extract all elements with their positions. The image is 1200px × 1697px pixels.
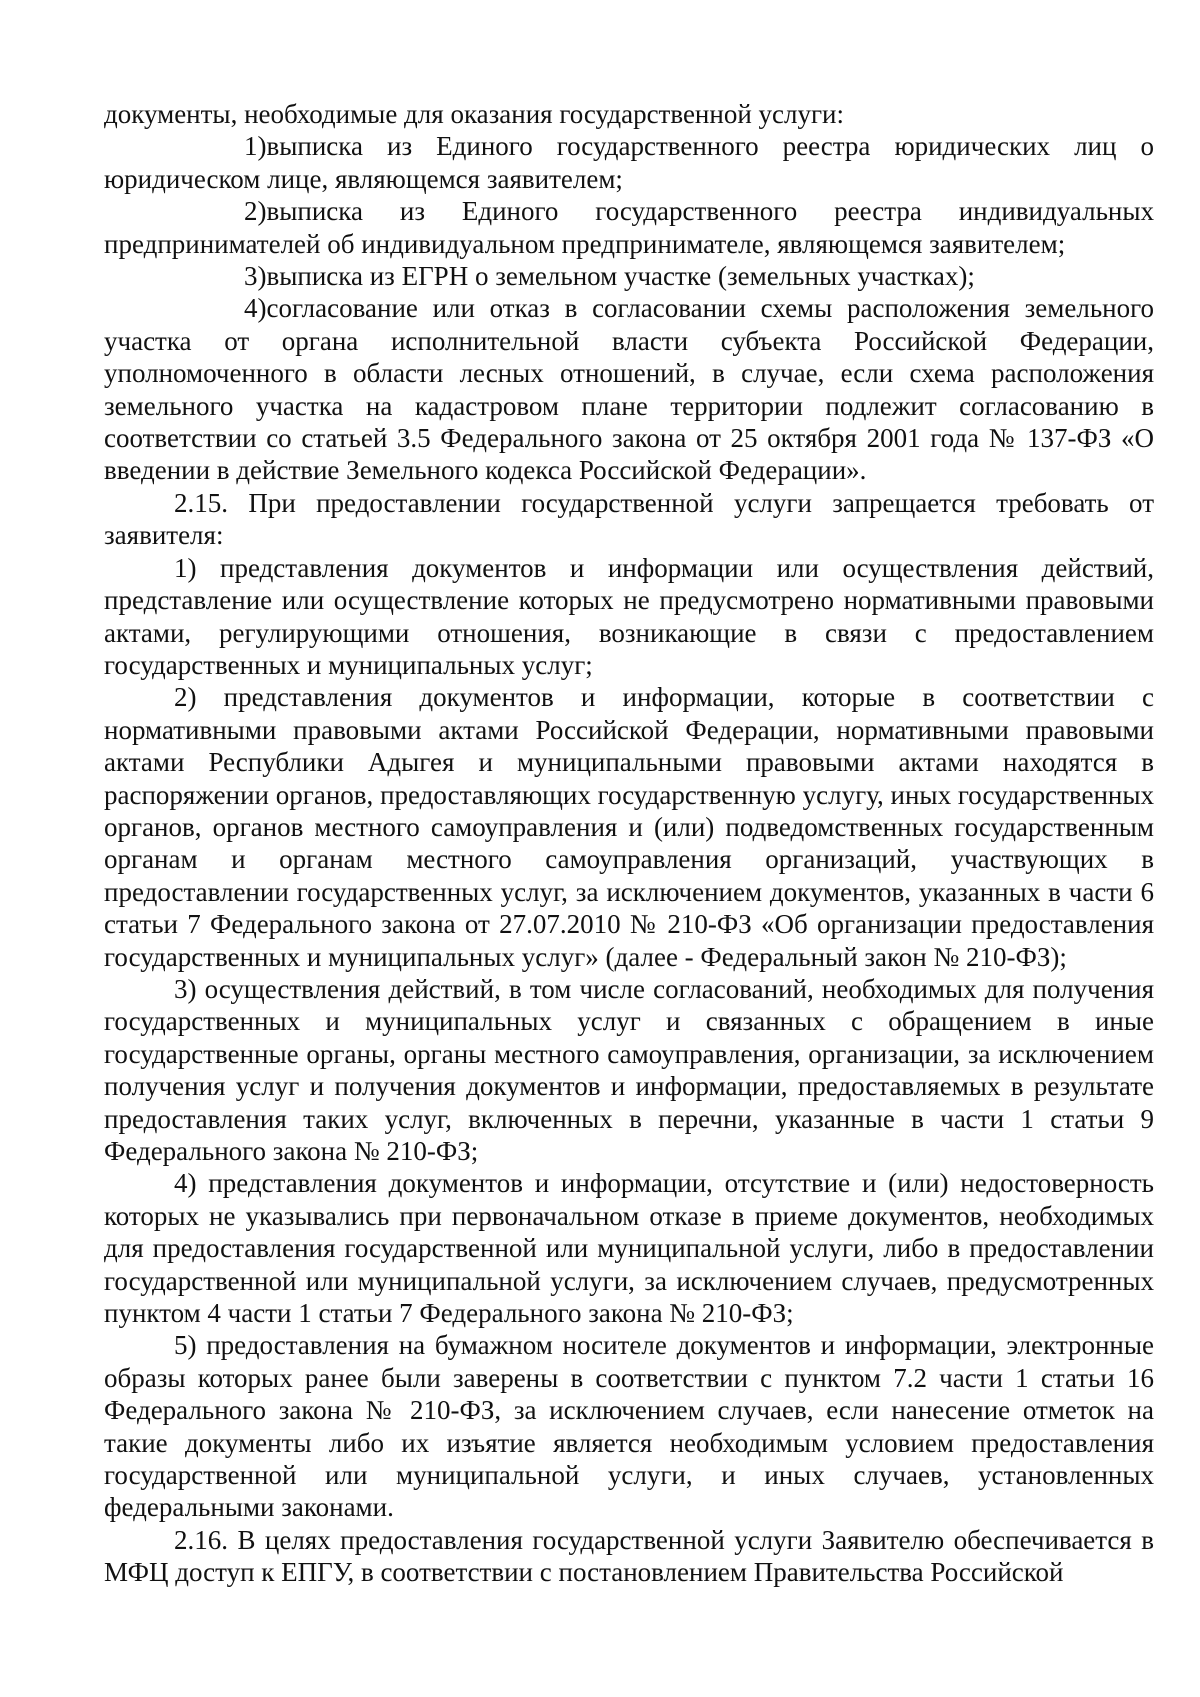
list-item-text: согласование или отказ в согласовании схемы расположения земельного участка от органа исполнительной власти субъекта Российской Федерации, уполномоченного в области лесных отношений, в случае, если схема расположения земельного участка на кадастровом плане территории подлежит согласованию в соответствии со статьей 3.5 Федерального закона от 25 октября 2001 года № 137-ФЗ «О введении в действие Земельного кодекса Российской Федерации». [104,293,1154,486]
list-item-text: выписка из ЕГРН о земельном участке (земельных участках); [266,261,975,292]
list-number: 1) [244,131,267,162]
paragraph-intro: документы, необходимые для оказания государственной услуги: [104,99,845,129]
paragraph-2-16: 2.16. В целях предоставления государственной услуги Заявителю обеспечивается в МФЦ доступ к ЕПГУ, в соответствии с постановлением Правительства Российской [104,1524,1154,1588]
list-number: 2) [244,196,267,227]
list-item-text: выписка из Единого государственного реестра юридических лиц о юридическом лице, являющемся заявителем; [104,131,1154,194]
paragraph-2-15-item-4: 4) представления документов и информации, отсутствие и (или) недостоверность которых не указывались при первоначальном отказе в приеме документов, необходимых для предоставления государственной или муниципальной услуги, либо в предоставлении государственной или муниципальной услуги, за исключением случаев, предусмотренных пунктом 4 части 1 статьи 7 Федерального закона № 210-ФЗ; [104,1168,1154,1329]
paragraph-2-15-item-1: 1) представления документов и информации или осуществления действий, представление или осуществление которых не предусмотрено нормативными правовыми актами, регулирующими отношения, возникающие в связи с предоставлением государственных и муниципальных услуг; [104,552,1154,680]
paragraph-2-15-item-3: 3) осуществления действий, в том числе согласований, необходимых для получения государственных и муниципальных услуг и связанных с обращением в иные государственные органы, органы местного самоуправления, организации, за исключением получения услуг и получения документов и информации, предоставляемых в результате предоставления таких услуг, включенных в перечни, указанные в части 1 статьи 9 Федерального закона № 210-ФЗ; [104,973,1154,1166]
list-number: 3) [244,261,267,292]
list-item-2 [104,195,1154,260]
paragraph-2-15: 2.15. При предоставлении государственной услуги запрещается требовать от заявителя: [104,487,1154,551]
list-item-4 [104,292,1154,486]
paragraph-2-15-item-5: 5) предоставления на бумажном носителе документов и информации, электронные образы которых ранее были заверены в соответствии с пунктом 7.2 части 1 статьи 16 Федерального закона № 210-ФЗ, за исключением случаев, если нанесение отметок на такие документы либо их изъятие является необходимым условием предоставления государственной или муниципальной услуги, и иных случаев, установленных федеральными законами. [104,1330,1154,1523]
paragraph-2-15-item-2: 2) представления документов и информации, которые в соответствии с нормативными правовыми актами Российской Федерации, нормативными правовыми актами Республики Адыгея и муниципальными правовыми актами находятся в распоряжении органов, предоставляющих государственную услугу, иных государственных органов, органов местного самоуправления и (или) подведомственных государственным органам и органам местного самоуправления организаций, участвующих в предоставлении государственных услуг, за исключением документов, указанных в части 6 статьи 7 Федерального закона от 27.07.2010 № 210-ФЗ «Об организации предоставления государственных и муниципальных услуг» (далее - Федеральный закон № 210-ФЗ); [104,682,1154,972]
list-item-text: выписка из Единого государственного реестра индивидуальных предпринимателей об индивидуальном предпринимателе, являющемся заявителем; [104,196,1154,259]
list-item-3 [104,260,1154,292]
list-number: 4) [244,293,267,324]
document-body [104,98,1154,1589]
list-item-1 [104,130,1154,195]
